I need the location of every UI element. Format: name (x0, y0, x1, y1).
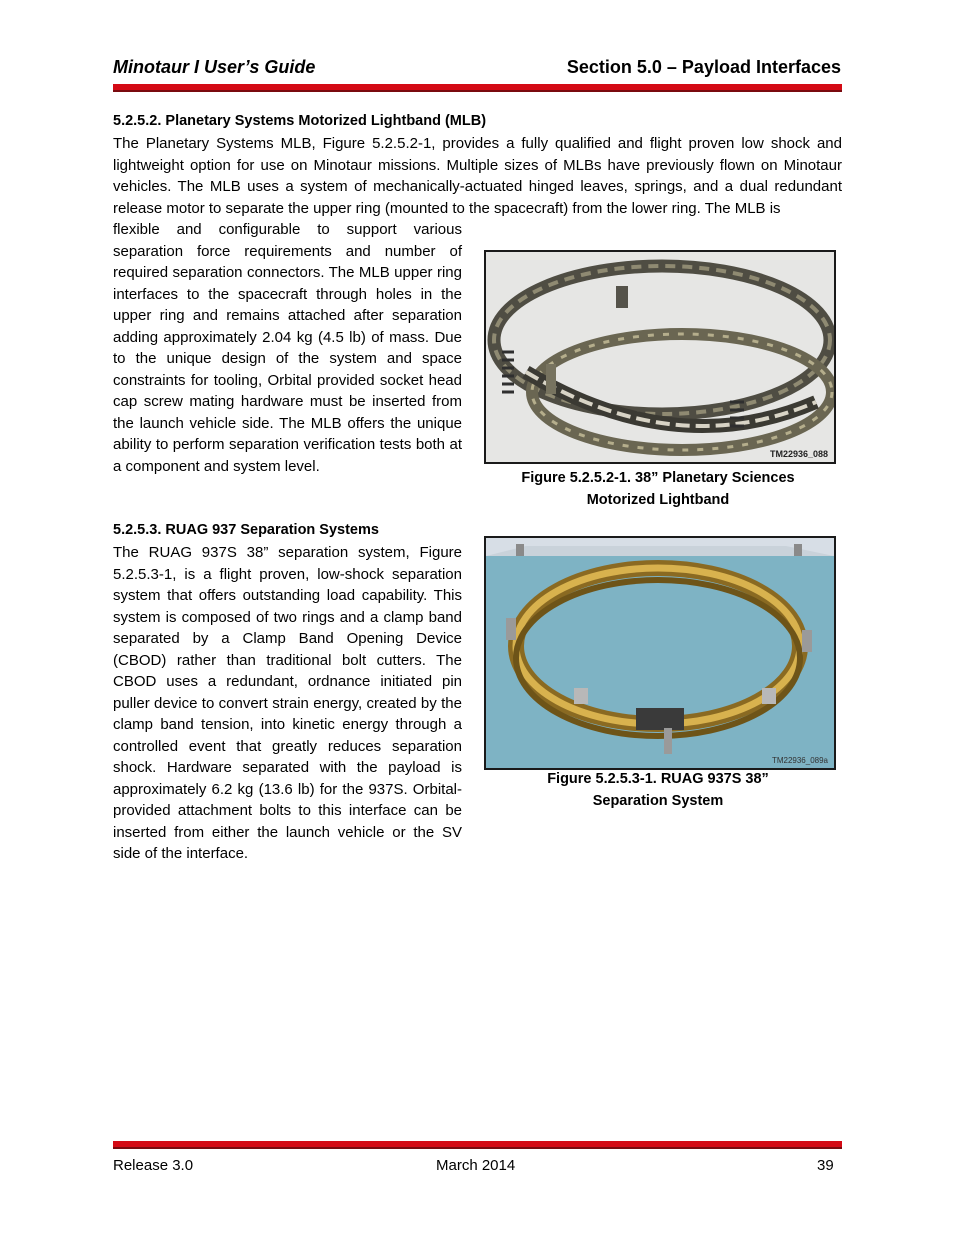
mlb-figure-image (484, 250, 836, 464)
header-rule (113, 84, 842, 92)
caption-line: Separation System (592, 793, 724, 809)
section-heading-mlb: 5.2.5.2. Planetary Systems Motorized Lightband (MLB) (113, 113, 487, 129)
section-heading-ruag: 5.2.5.3. RUAG 937 Separation Systems (113, 522, 379, 538)
footer-rule (113, 1141, 842, 1149)
figure-tag: TM22936_089a (771, 756, 828, 765)
figure-caption-ruag (484, 768, 832, 812)
caption-line: Figure 5.2.5.3-1. RUAG 937S 38” (547, 771, 769, 787)
mlb-paragraph-intro: The Planetary Systems MLB, Figure 5.2.5.2-1, provides a fully qualified and flight proven low shock and lightweight option for use on Minotaur missions. Multiple sizes of MLBs have previously flown on Minotaur vehicles. The MLB uses a system of mechanically-actuated hinged leaves, springs, and a dual redundant release motor to separate the upper ring (mounted to the spacecraft) from the lower ring. The MLB is (113, 135, 842, 217)
ruag-figure-image (484, 536, 836, 770)
figure-caption-mlb (484, 467, 832, 511)
section-title: Section 5.0 – Payload Interfaces (566, 57, 841, 77)
figure-tag: TM22936_088 (769, 449, 828, 459)
document-title: Minotaur I User’s Guide (113, 57, 316, 77)
footer-release: Release 3.0 (113, 1157, 194, 1174)
page-number: 39 (817, 1157, 834, 1174)
caption-line: Figure 5.2.5.2-1. 38” Planetary Sciences (521, 470, 795, 486)
ruag-paragraph: The RUAG 937S 38” separation system, Figure 5.2.5.3-1, is a flight proven, low-shock separation system that offers outstanding load capability. This system is composed of two rings and a clamp band separated by a Clamp Band Opening Device (CBOD) rather than traditional bolt cutters. The CBOD uses a redundant, ordnance initiated pin puller device to convert strain energy, created by the clamp band tension, into kinetic energy through a controlled event that greatly reduces separation shock. Hardware separated with the payload is approximately 6.2 kg (13.6 lb) for the 937S. Orbital-provided attachment bolts to this interface can be inserted from either the launch vehicle or the SV side of the interface. (113, 544, 462, 862)
mlb-paragraph-continued: flexible and configurable to support various separation force requirements and number of required separation connectors. The MLB upper ring interfaces to the spacecraft through holes in the upper ring and remains attached after separation adding approximately 2.04 kg (4.5 lb) of mass. Due to the unique design of the system and space constraints for tooling, Orbital provided socket head cap screw mating hardware must be inserted from the launch vehicle side. The MLB offers the unique ability to perform separation verification tests both at a component and system level. (113, 221, 462, 475)
footer-date: March 2014 (436, 1157, 516, 1174)
caption-line: Motorized Lightband (586, 492, 730, 508)
